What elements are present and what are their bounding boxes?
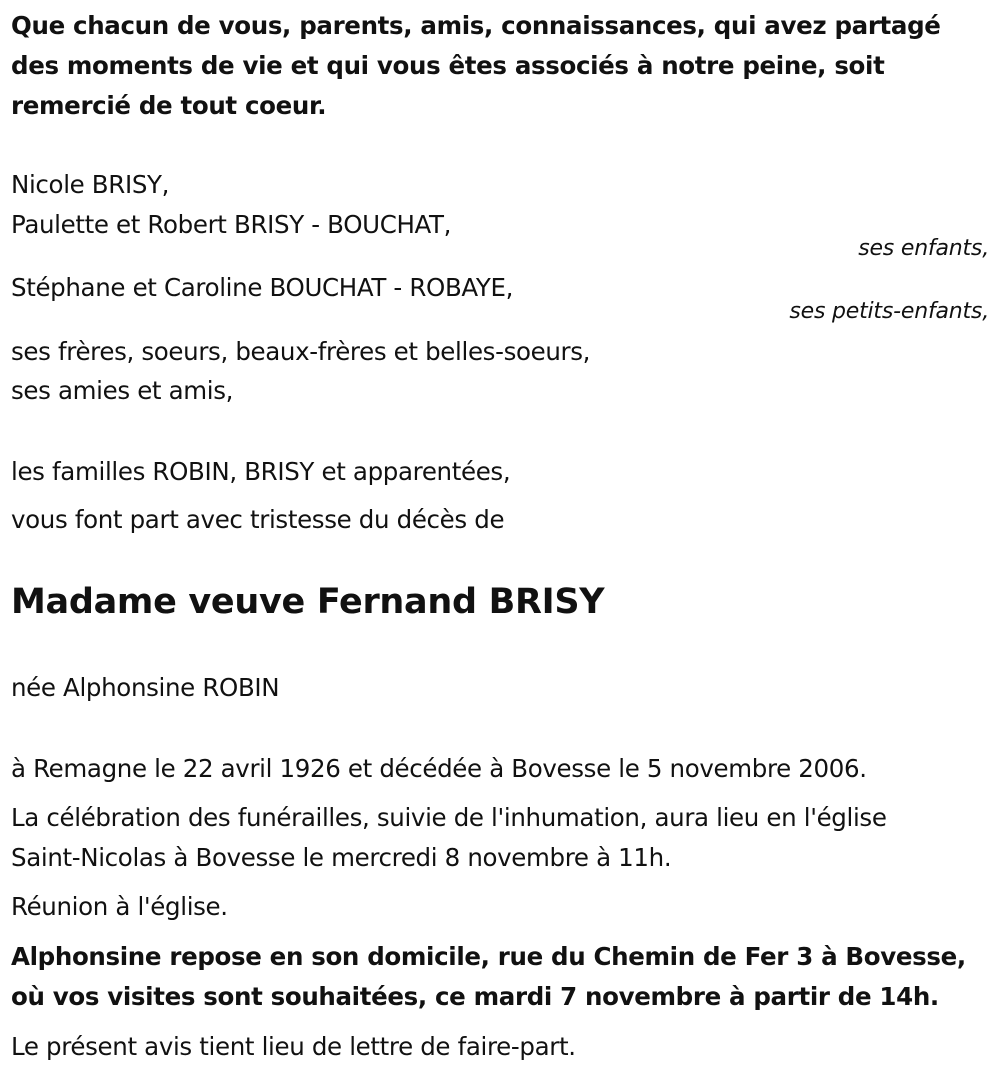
grandchildren-names: Stéphane et Caroline BOUCHAT - ROBAYE,: [11, 273, 514, 302]
life-dates: à Remagne le 22 avril 1926 et décédée à Bovesse le 5 novembre 2006.: [11, 754, 867, 783]
siblings-line: ses frères, soeurs, beaux-frères et belles-soeurs,: [11, 337, 591, 366]
ceremony-line-1: La célébration des funérailles, suivie de l'inhumation, aura lieu en l'église: [11, 803, 887, 832]
intro-line-2: des moments de vie et qui vous êtes associés à notre peine, soit: [11, 51, 885, 80]
intro-line-1: Que chacun de vous, parents, amis, connaissances, qui avez partagé: [11, 11, 941, 40]
ceremony-line-2: Saint-Nicolas à Bovesse le mercredi 8 novembre à 11h.: [11, 843, 672, 872]
child-nicole: Nicole BRISY,: [11, 170, 170, 199]
grandchildren-label: ses petits-enfants,: [789, 299, 989, 324]
child-paulette-robert: Paulette et Robert BRISY - BOUCHAT,: [11, 210, 452, 239]
closing-line: Le présent avis tient lieu de lettre de faire-part.: [11, 1032, 576, 1061]
announcement-line: vous font part avec tristesse du décès de: [11, 505, 505, 534]
families-line: les familles ROBIN, BRISY et apparentées,: [11, 457, 511, 486]
deceased-name: Madame veuve Fernand BRISY: [11, 582, 605, 622]
visitation-line-1: Alphonsine repose en son domicile, rue du Chemin de Fer 3 à Bovesse,: [11, 942, 966, 971]
visitation-line-2: où vos visites sont souhaitées, ce mardi 7 novembre à partir de 14h.: [11, 982, 939, 1011]
children-label: ses enfants,: [858, 236, 989, 261]
birth-name: née Alphonsine ROBIN: [11, 673, 280, 702]
intro-line-3: remercié de tout coeur.: [11, 91, 327, 120]
friends-line: ses amies et amis,: [11, 376, 234, 405]
meeting-line: Réunion à l'église.: [11, 892, 228, 921]
